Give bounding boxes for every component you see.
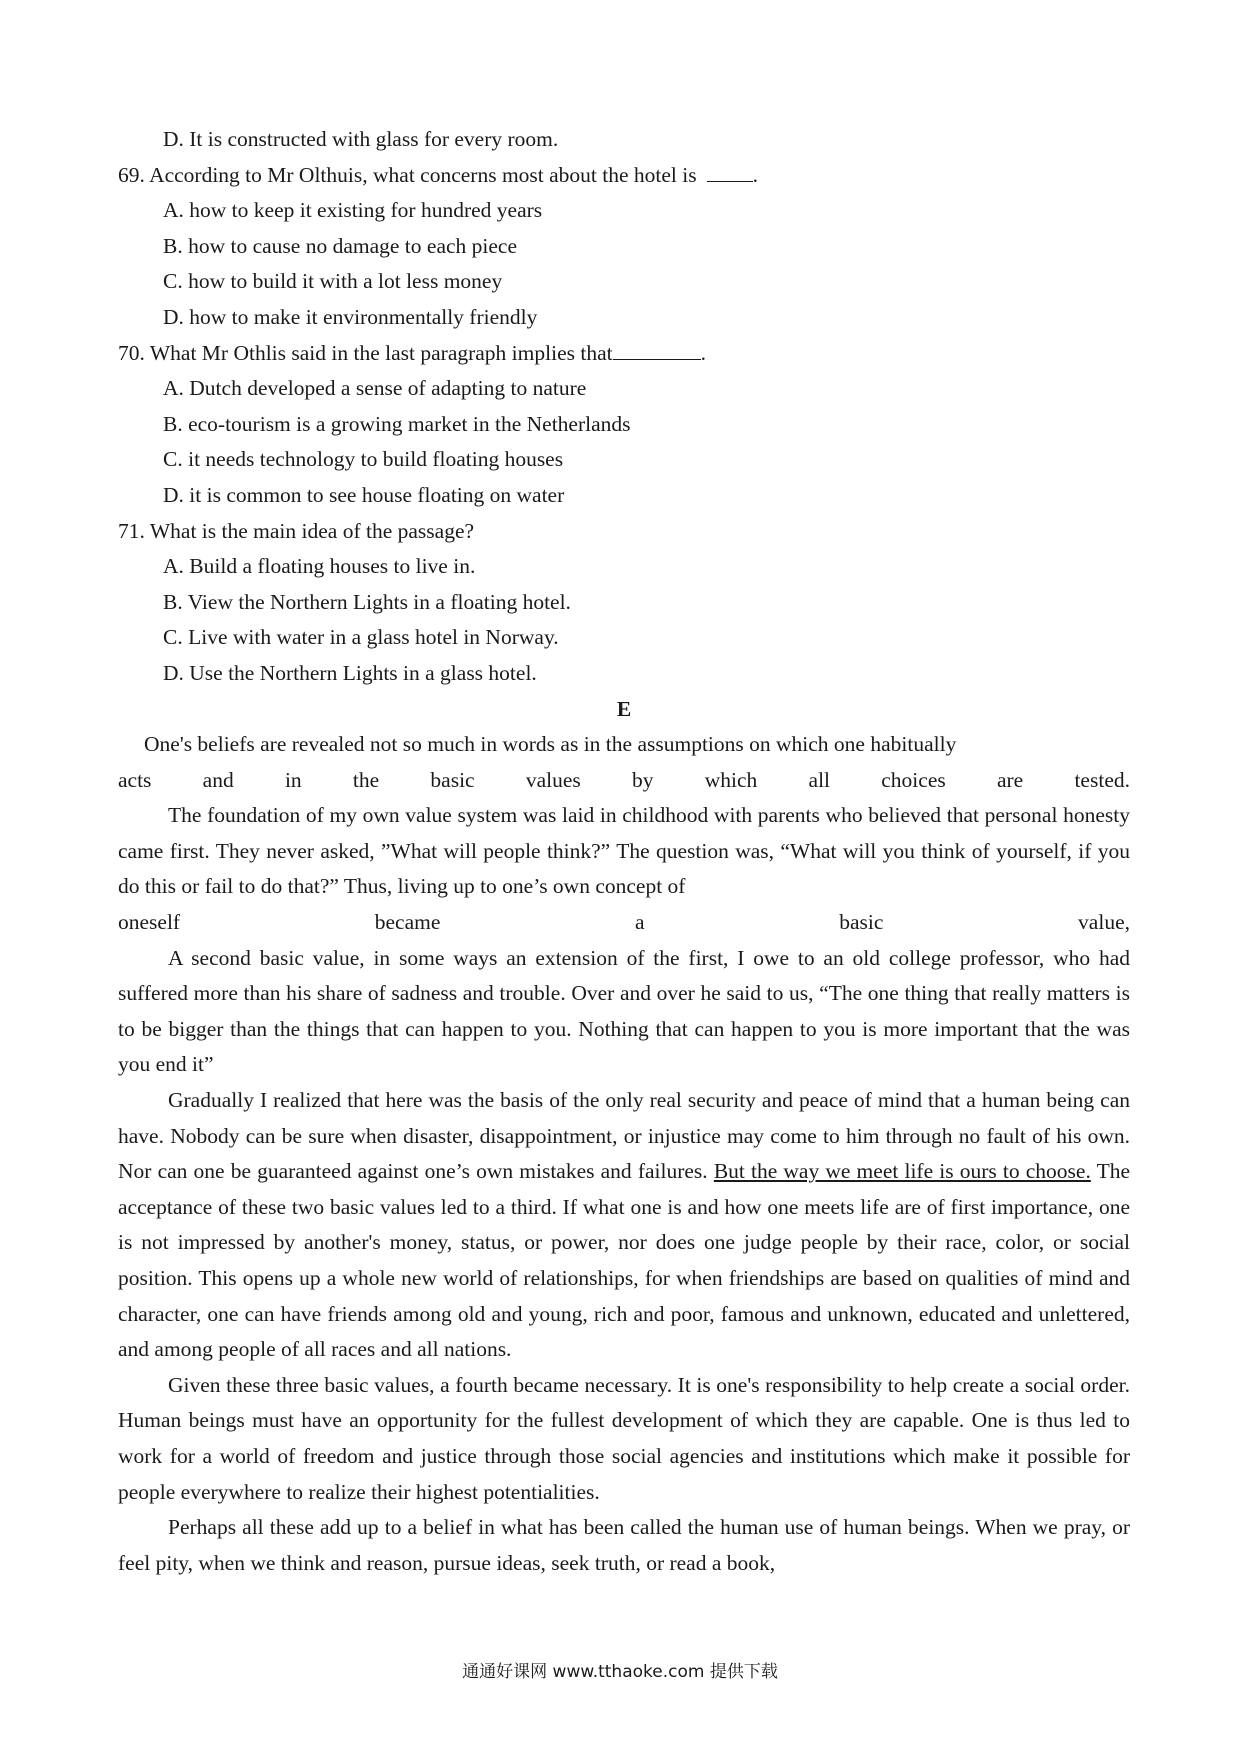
q69-option-a: A. how to keep it existing for hundred years — [163, 198, 543, 223]
q70-stem — [118, 336, 1130, 372]
q70-option-a: A. Dutch developed a sense of adapting to nature — [163, 376, 587, 401]
paragraph-2-last-line: oneself became a basic value, — [118, 910, 1130, 935]
q70-option-b: B. eco-tourism is a growing market in the Netherlands — [163, 411, 631, 436]
q71-stem: 71. What is the main idea of the passage? — [118, 518, 475, 543]
q69-answer-blank — [707, 161, 753, 182]
paragraph-3: A second basic value, in some ways an extension of the first, I owe to an old college professor, who had suffered more than his share of sadness and trouble. Over and over he said to us, “The one thing that really matters is to be bigger than the things that can happen to you. Nothing that can happen to you is more important that the was you end it” — [118, 945, 1130, 1077]
q70-option-d: D. it is common to see house floating on water — [163, 482, 565, 507]
q71-option-b: B. View the Northern Lights in a floating hotel. — [163, 589, 571, 614]
q70-option-c: C. it needs technology to build floating houses — [163, 447, 564, 472]
q69-stem-end: . — [752, 162, 758, 187]
underlined-sentence: But the way we meet life is ours to choose. — [713, 1159, 1091, 1184]
paragraph-1-line-2: acts and in the basic values by which all choices are tested. — [118, 767, 1130, 792]
q71-option-d: D. Use the Northern Lights in a glass hotel. — [163, 660, 537, 685]
section-e-heading: E — [616, 696, 632, 721]
q69-option-b: B. how to cause no damage to each piece — [163, 233, 518, 258]
q69-option-c: C. how to build it with a lot less money — [163, 269, 503, 294]
q68-option-d: D. It is constructed with glass for every room. — [163, 127, 559, 151]
paragraph-5: Given these three basic values, a fourth became necessary. It is one's responsibility to help create a social order. Human beings must have an opportunity for the fullest development of which they are capable. One is thus led to work for a world of freedom and justice through those social agencies and institutions which make it possible for people everywhere to realize their highest potentialities. — [118, 1372, 1130, 1504]
q70-answer-blank — [613, 339, 701, 360]
q71-option-a: A. Build a floating houses to live in. — [163, 554, 476, 579]
q69-stem-text: 69. According to Mr Olthuis, what concerns most about the hotel is — [118, 162, 697, 187]
paragraph-4 — [118, 1083, 1130, 1368]
paragraph-6: Perhaps all these add up to a belief in what has been called the human use of human beings. When we pray, or feel pity, when we think and reason, pursue ideas, seek truth, or read a book, — [118, 1515, 1130, 1575]
q70-stem-end: . — [700, 340, 706, 365]
paragraph-4-end: The acceptance of these two basic values led to a third. If what one is and how one meets life are of first importance, one is not impressed by another's money, status, or power, nor does one judge people by their race, color, or social position. This opens up a whole new world of relationships, for when friendships are based on qualities of mind and character, one can have friends among old and young, rich and poor, famous and unknown, educated and unlettered, and among people of all races and all nations. — [118, 1159, 1130, 1362]
paragraph-1-line-1: One's beliefs are revealed not so much in words as in the assumptions on which one habitually — [144, 732, 957, 757]
paragraph-2: The foundation of my own value system was laid in childhood with parents who believed that personal honesty came first. They never asked, ”What will people think?” The question was, “What will you think of yourself, if you do this or fail to do that?” Thus, living up to one’s own concept of — [118, 803, 1130, 899]
q71-option-c: C. Live with water in a glass hotel in Norway. — [163, 625, 559, 650]
page-content — [118, 122, 1130, 1581]
q69-stem — [118, 158, 1130, 194]
q69-option-d: D. how to make it environmentally friendly — [163, 304, 538, 329]
q70-stem-text: 70. What Mr Othlis said in the last paragraph implies that — [118, 340, 613, 365]
paragraph-4-start: Gradually I realized that here was the basis of the only real security and peace of mind that a human being can have. Nobody can be sure when disaster, disappointment, or injustice may come to him through no fault of his own. Nor can one be guaranteed against one’s own mistakes and failures. — [118, 1088, 1130, 1184]
page-footer: 通通好课网 www.tthaoke.com 提供下载 — [462, 1662, 778, 1682]
